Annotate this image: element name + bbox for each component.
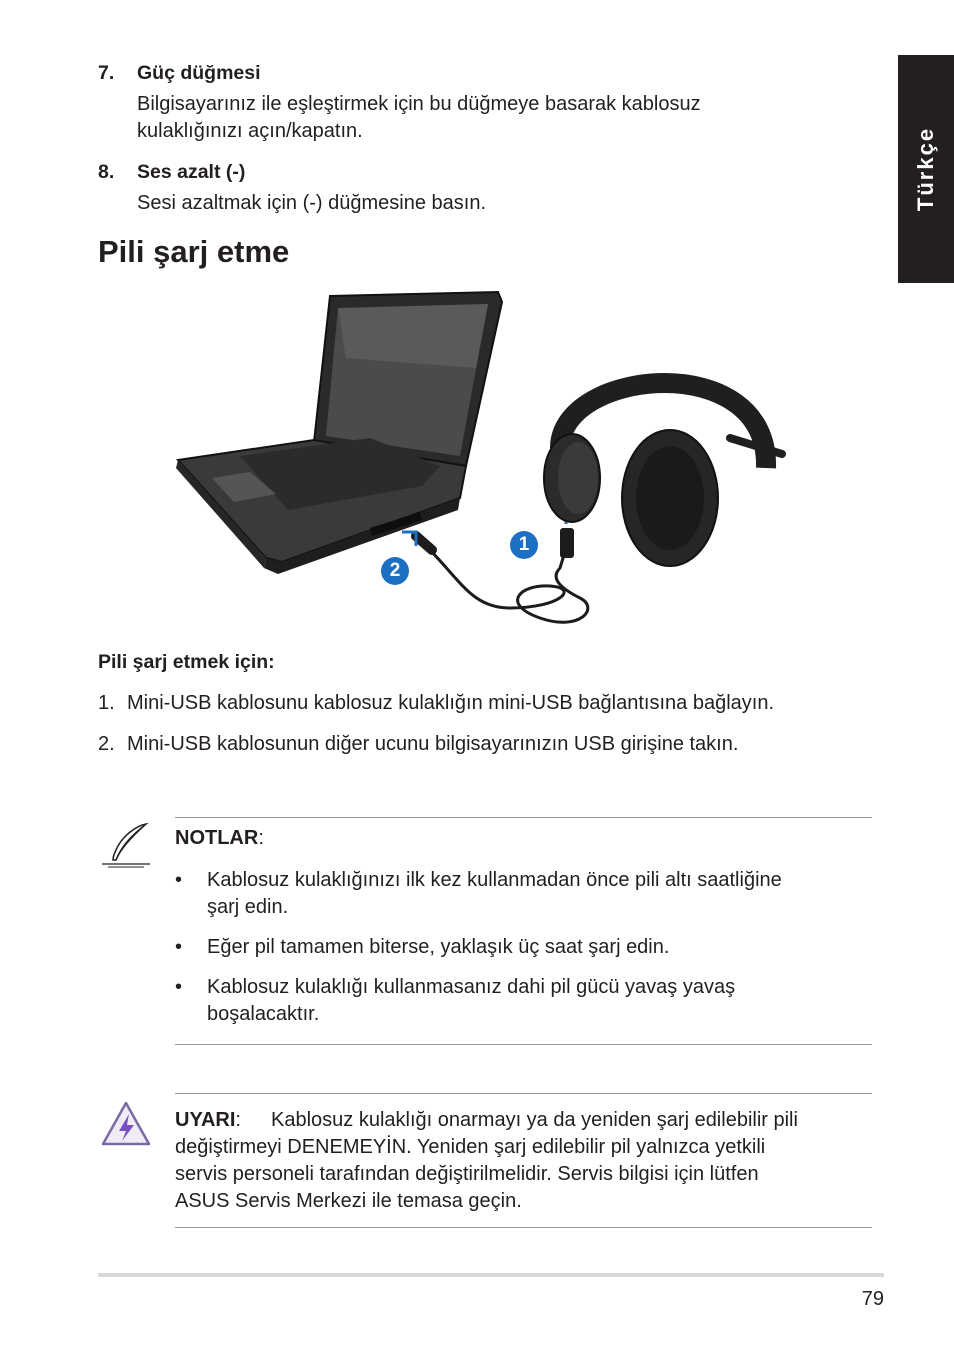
note-1-line1: Kablosuz kulaklığınızı ilk kez kullanmadan önce pili altı saatliğine — [207, 869, 782, 891]
warning-line4: ASUS Servis Merkezi ile temasa geçin. — [175, 1190, 522, 1212]
item-8-desc-line1: Sesi azaltmak için (-) düğmesine basın. — [137, 192, 487, 214]
notes-label: NOTLAR — [175, 827, 259, 849]
language-tab-label: Türkçe — [913, 126, 938, 212]
pen-note-icon — [100, 820, 152, 870]
bullet-icon: • — [175, 976, 183, 998]
note-2-line1: Eğer pil tamamen biterse, yaklaşık üç saat şarj edin. — [207, 936, 670, 958]
warning-line3: servis personeli tarafından değiştirilmelidir. Servis bilgisi için lütfen — [175, 1163, 759, 1185]
warning-triangle-icon — [100, 1100, 152, 1148]
step-1-number: 1. — [98, 692, 115, 714]
warning-colon: : — [235, 1109, 241, 1131]
laptop-icon — [176, 292, 502, 574]
warning-bottom-rule — [175, 1227, 872, 1228]
notes-top-rule — [175, 817, 872, 818]
item-7-desc-line1: Bilgisayarınız ile eşleştirmek için bu düğmeye basarak kablosuz — [137, 93, 701, 115]
item-7-desc-line2: kulaklığınızı açın/kapatın. — [137, 120, 363, 142]
item-7-title: Güç düğmesi — [137, 62, 261, 84]
page-number: 79 — [861, 1288, 884, 1310]
note-3-line1: Kablosuz kulaklığı kullanmasanız dahi pil gücü yavaş yavaş — [207, 976, 736, 998]
item-8-number: 8. — [98, 161, 115, 183]
language-tab — [898, 55, 954, 283]
laptop-headset-charging-illustration — [170, 288, 790, 640]
step-1-badge: 1 — [510, 531, 538, 559]
item-8-title: Ses azalt (-) — [137, 161, 246, 183]
notes-colon: : — [258, 827, 264, 849]
warning-line1: Kablosuz kulaklığı onarmayı ya da yeniden şarj edilebilir pili — [271, 1109, 798, 1131]
step-1-text: Mini-USB kablosunu kablosuz kulaklığın mini-USB bağlantısına bağlayın. — [127, 692, 775, 714]
step-2-badge: 2 — [381, 557, 409, 585]
warning-top-rule — [175, 1093, 872, 1094]
footer-rule — [98, 1273, 884, 1277]
bullet-icon: • — [175, 869, 183, 891]
warning-label: UYARI — [175, 1109, 236, 1131]
charge-heading: Pili şarj etmek için: — [98, 651, 275, 673]
headset-icon — [544, 383, 782, 566]
note-3-line2: boşalacaktır. — [207, 1003, 320, 1025]
item-7-number: 7. — [98, 62, 115, 84]
section-title: Pili şarj etme — [98, 234, 290, 269]
note-1-line2: şarj edin. — [207, 896, 289, 918]
step-2-number: 2. — [98, 733, 115, 755]
notes-bottom-rule — [175, 1044, 872, 1045]
bullet-icon: • — [175, 936, 183, 958]
step-2-text: Mini-USB kablosunun diğer ucunu bilgisayarınızın USB girişine takın. — [127, 733, 739, 755]
warning-line2: değiştirmeyi DENEMEYİN. Yeniden şarj edilebilir pil yalnızca yetkili — [175, 1136, 766, 1158]
